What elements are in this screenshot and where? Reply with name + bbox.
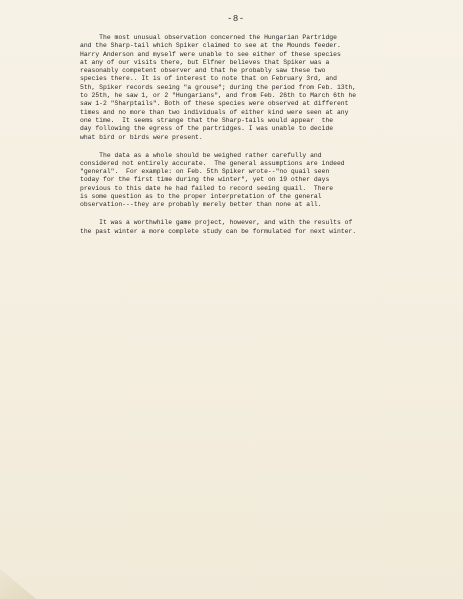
body-text [80, 34, 410, 246]
text-line: The most unusual observation concerned the Hungarian Partridge [80, 34, 337, 41]
text-line: "general". For example: on Feb. 5th Spiker wrote--"no quail seen [80, 168, 330, 176]
text-line: today for the first time during the winter", yet on 19 other days [80, 176, 330, 184]
text-line: the past winter a more complete study can be formulated for next winter. [80, 227, 357, 235]
text-line: to 25th, he saw 1, or 2 "Hungarians", and from Feb. 26th to March 6th he [80, 92, 357, 100]
text-line: at any of our visits there, but Elfner believes that Spiker was a [80, 58, 330, 66]
text-line: day following the egress of the partridges. I was unable to decide [80, 125, 334, 133]
text-line: The data as a whole should be weighed rather carefully and [80, 151, 322, 159]
text-line: Harry Anderson and myself were unable to see either of these species [80, 50, 341, 58]
text-line: previous to this date he had failed to record seeing quail. There [80, 184, 334, 192]
text-line: is some question as to the proper interpretation of the general [80, 193, 322, 201]
paragraph-partridge-observation [80, 34, 410, 142]
text-line: saw 1-2 "Sharptails". Both of these species were observed at different [80, 100, 349, 108]
paragraph-data-accuracy [80, 152, 410, 210]
text-line: observation---they are probably merely better than none at all. [80, 201, 322, 209]
paragraph-conclusion [80, 219, 410, 236]
text-line: times and no more than two individuals of either kind were seen at any [80, 108, 349, 116]
text-line: It was a worthwhile game project, however, and with the results of [80, 219, 353, 227]
text-line: considered not entirely accurate. The general assumptions are indeed [80, 159, 345, 167]
text-line: 5th, Spiker records seeing "a grouse"; during the period from Feb. 13th, [80, 83, 357, 91]
page-number: -8- [227, 14, 245, 24]
text-line: reasonably competent observer and that he probably saw these two [80, 67, 326, 75]
text-line: species there.. It is of interest to note that on February 3rd, and [80, 75, 337, 83]
text-line: and the Sharp-tail which Spiker claimed to see at the Mounds feeder. [80, 42, 341, 50]
text-line: what bird or birds were present. [80, 133, 203, 141]
text-line: one time. It seems strange that the Sharp-tails would appear the [80, 116, 334, 124]
folded-corner [0, 569, 36, 599]
